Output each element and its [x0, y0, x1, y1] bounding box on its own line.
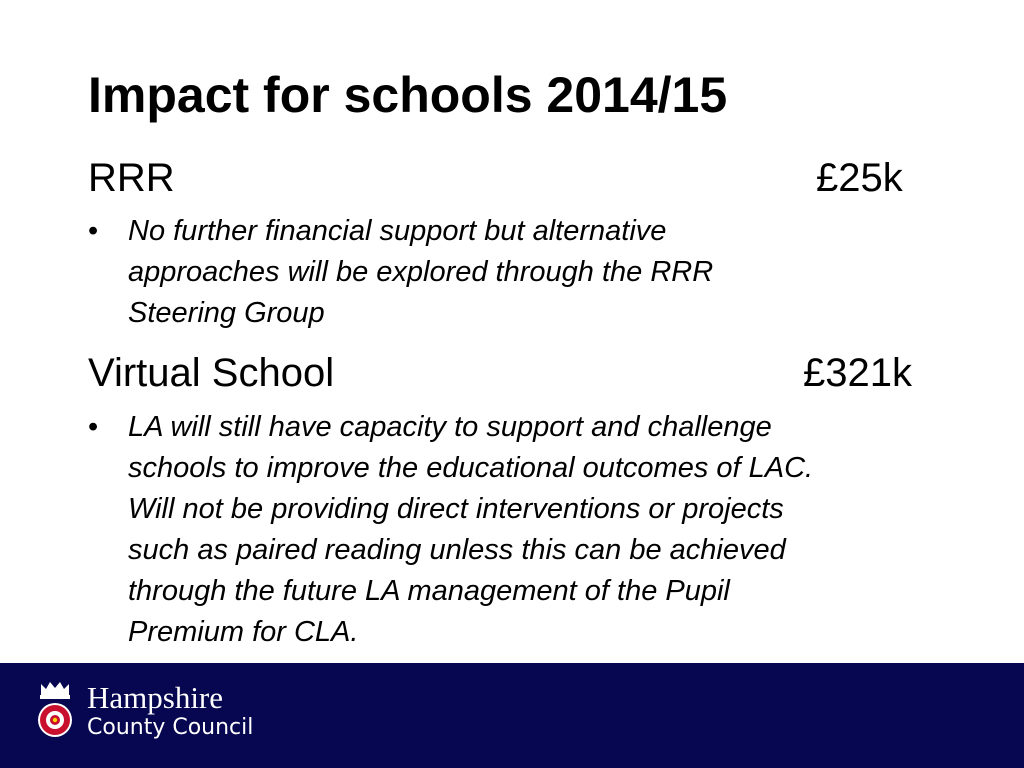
bullet-line: LA will still have capacity to support and challenge [128, 411, 772, 443]
logo-name: Hampshire [87, 680, 224, 715]
footer-band [0, 663, 1024, 768]
section-title: Virtual School [88, 351, 335, 395]
section-heading-rrr [88, 155, 918, 201]
bullet-item-rrr [88, 211, 948, 334]
bullet-icon: • [88, 215, 99, 247]
section-heading-virtual-school [88, 350, 938, 396]
logo-subtitle: County Council [87, 715, 254, 740]
bullet-line: such as paired reading unless this can be achieved [128, 534, 786, 566]
section-title: RRR [88, 156, 175, 200]
bullet-line: Premium for CLA. [128, 616, 359, 648]
bullet-item-virtual-school [88, 407, 948, 653]
bullet-line: No further financial support but alternative [128, 215, 667, 247]
section-amount: £25k [816, 156, 903, 200]
bullet-line: Will not be providing direct interventions or projects [128, 493, 784, 525]
bullet-line: Steering Group [128, 297, 325, 329]
bullet-line: approaches will be explored through the RRR [128, 256, 714, 288]
bullet-icon: • [88, 411, 99, 443]
section-amount: £321k [803, 351, 912, 395]
slide-title: Impact for schools 2014/15 [88, 67, 728, 123]
bullet-text [128, 407, 813, 653]
crest-icon [34, 681, 76, 741]
bullet-line: schools to improve the educational outcomes of LAC. [128, 452, 814, 484]
bullet-line: through the future LA management of the Pupil [128, 575, 730, 607]
bullet-text [128, 211, 713, 334]
